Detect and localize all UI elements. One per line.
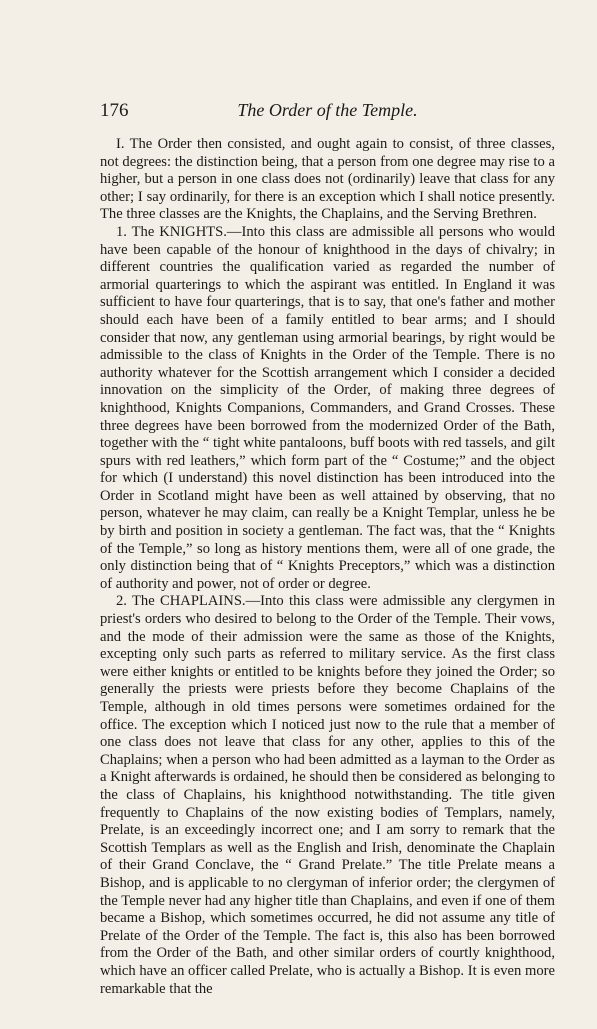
body-text — [100, 136, 555, 998]
running-head — [100, 100, 555, 126]
paragraph-knights: 1. The KNIGHTS.—Into this class are admissible all persons who would have been capable of the honour of knighthood in the days of chivalry; in different countries the qualification varied as regarded the number of armorial quarterings to which the aspirant was entitled. In England it was sufficient to have four quarterings, that is to say, that one's father and mother should each have been of a family entitled to bear arms; and I should consider that now, any gentleman using armorial bearings, by right would be admissible to the class of Knights in the Order of the Temple. There is no authority whatever for the Scottish arrangement which I consider a decided innovation on the simplicity of the Order, of making three degrees of knighthood, Knights Companions, Commanders, and Grand Crosses. These three degrees have been borrowed from the modernized Order of the Bath, together with the “ tight white pantaloons, buff boots with red tassels, and gilt spurs with red leathers,” which form part of the “ Costume;” and the object for which (I understand) this novel distinction has been introduced into the Order in Scotland might have been as well attained by observing, that no person, whatever he may claim, can really be a Knight Templar, unless he be by birth and position in society a gentleman. The fact was, that the “ Knights of the Temple,” so long as history mentions them, were all of one grade, the only distinction being that of “ Knights Preceptors,” which was a distinction of authority and power, not of order or degree. — [100, 223, 555, 592]
running-title: The Order of the Temple. — [237, 100, 418, 120]
paragraph-intro-classes: I. The Order then consisted, and ought again to consist, of three classes, not degrees: the distinction being, that a person from one degree may rise to a higher, but a person in one class does not (ordinarily) leave that class for any other; I say ordinarily, for there is an exception which I shall notice presently. The three classes are the Knights, the Chaplains, and the Serving Brethren. — [100, 136, 555, 223]
page-number: 176 — [100, 100, 129, 121]
paragraph-chaplains: 2. The CHAPLAINS.—Into this class were admissible any clergymen in priest's orders who desired to belong to the Order of the Temple. Their vows, and the mode of their admission were the same as those of the Knights, excepting only such parts as referred to military service. As the first class were either knights or entitled to be knights before they joined the Order; so generally the priests were priests before they become Chaplains of the Temple, although in old times persons were sometimes ordained for the office. The exception which I noticed just now to the rule that a member of one class does not leave that class for any other, applies to this of the Chaplains; when a person who had been admitted as a layman to the Order as a Knight afterwards is ordained, he should then be considered as belonging to the class of Chaplains, his knighthood notwithstanding. The title given frequently to Chaplains of the now existing bodies of Templars, namely, Prelate, is an exceedingly incorrect one; and I am sorry to remark that the Scottish Templars as well as the English and Irish, denominate the Chaplain of their Grand Conclave, the “ Grand Prelate.” The title Prelate means a Bishop, and is applicable to no clergyman of inferior order; the clergymen of the Temple never had any higher title than Chaplains, and even if one of them became a Bishop, which sometimes occurred, he did not assume any title of Prelate of the Order of the Temple. The fact is, this also has been borrowed from the Order of the Bath, and other similar orders of courtly knighthood, which have an officer called Prelate, who is actually a Bishop. It is even more remarkable that the — [100, 593, 555, 997]
